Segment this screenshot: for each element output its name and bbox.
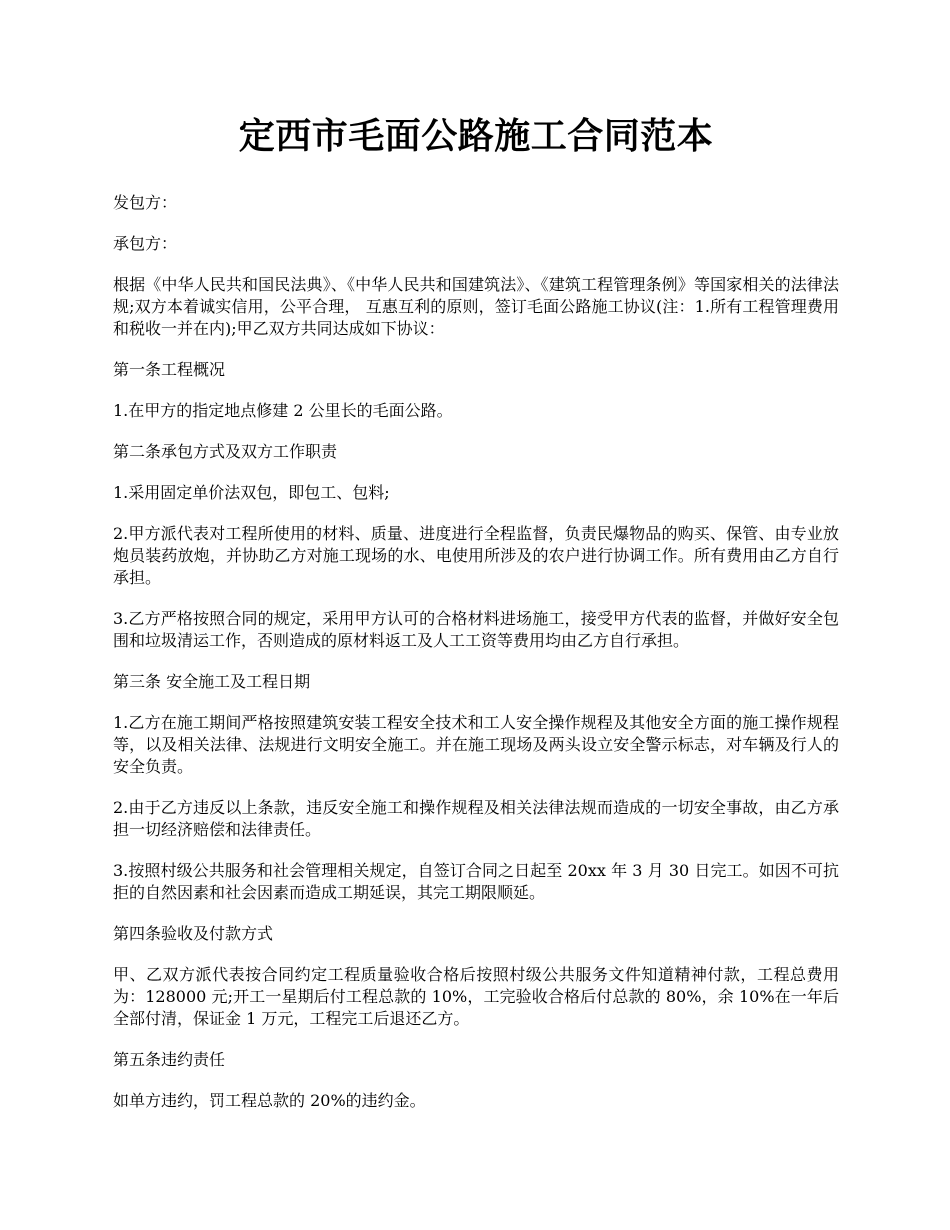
article-1-heading: 第一条工程概况	[113, 360, 226, 379]
article-2-heading: 第二条承包方式及双方工作职责	[113, 442, 338, 461]
article-4-paragraph: 甲、乙双方派代表按合同约定工程质量验收合格后按照村级公共服务文件知道精神付款，工程总费用为：128000 元;开工一星期后付工程总款的 10%，工完验收合格后付总款的 80%，余 10%在一年后全部付清，保证金 1 万元，工程完工后退还乙方。	[113, 965, 839, 1028]
article-5-heading: 第五条违约责任	[113, 1050, 226, 1069]
article-5-paragraph: 如单方违约，罚工程总款的 20%的违约金。	[113, 1091, 426, 1110]
party-b-line: 承包方：	[113, 234, 178, 253]
document-page	[113, 108, 839, 1131]
article-4-heading: 第四条验收及付款方式	[113, 924, 274, 943]
preamble-paragraph: 根据《中华人民共和国民法典》、《中华人民共和国建筑法》、《建筑工程管理条例》等国家相关的法律法规;双方本着诚实信用，公平合理， 互惠互利的原则，签订毛面公路施工协议(注：1.所有工程管理费用和税收一并在内);甲乙双方共同达成如下协议：	[113, 275, 839, 338]
document-title: 定西市毛面公路施工合同范本	[238, 115, 714, 157]
article-1-item-1: 1.在甲方的指定地点修建 2 公里长的毛面公路。	[113, 401, 453, 420]
article-3-item-2: 2.由于乙方违反以上条款，违反安全施工和操作规程及相关法律法规而造成的一切安全事故，由乙方承担一切经济赔偿和法律责任。	[113, 798, 839, 839]
article-2-item-1: 1.采用固定单价法双包，即包工、包料;	[113, 483, 390, 502]
article-2-item-3: 3.乙方严格按照合同的规定，采用甲方认可的合格材料进场施工，接受甲方代表的监督，并做好安全包围和垃圾清运工作，否则造成的原材料返工及人工工资等费用均由乙方自行承担。	[113, 609, 839, 650]
article-3-heading: 第三条 安全施工及工程日期	[113, 672, 311, 691]
article-3-item-3: 3.按照村级公共服务和社会管理相关规定，自签订合同之日起至 20xx 年 3 月 30 日完工。如因不可抗拒的自然因素和社会因素而造成工期延误，其完工期限顺延。	[113, 861, 839, 902]
article-2-item-2: 2.甲方派代表对工程所使用的材料、质量、进度进行全程监督，负责民爆物品的购买、保管、由专业放炮员装药放炮，并协助乙方对施工现场的水、电使用所涉及的农户进行协调工作。所有费用由乙方自行承担。	[113, 524, 839, 587]
party-a-line: 发包方：	[113, 193, 178, 212]
article-3-item-1: 1.乙方在施工期间严格按照建筑安装工程安全技术和工人安全操作规程及其他安全方面的施工操作规程等，以及相关法律、法规进行文明安全施工。并在施工现场及两头设立安全警示标志，对车辆及行人的安全负责。	[113, 713, 839, 776]
